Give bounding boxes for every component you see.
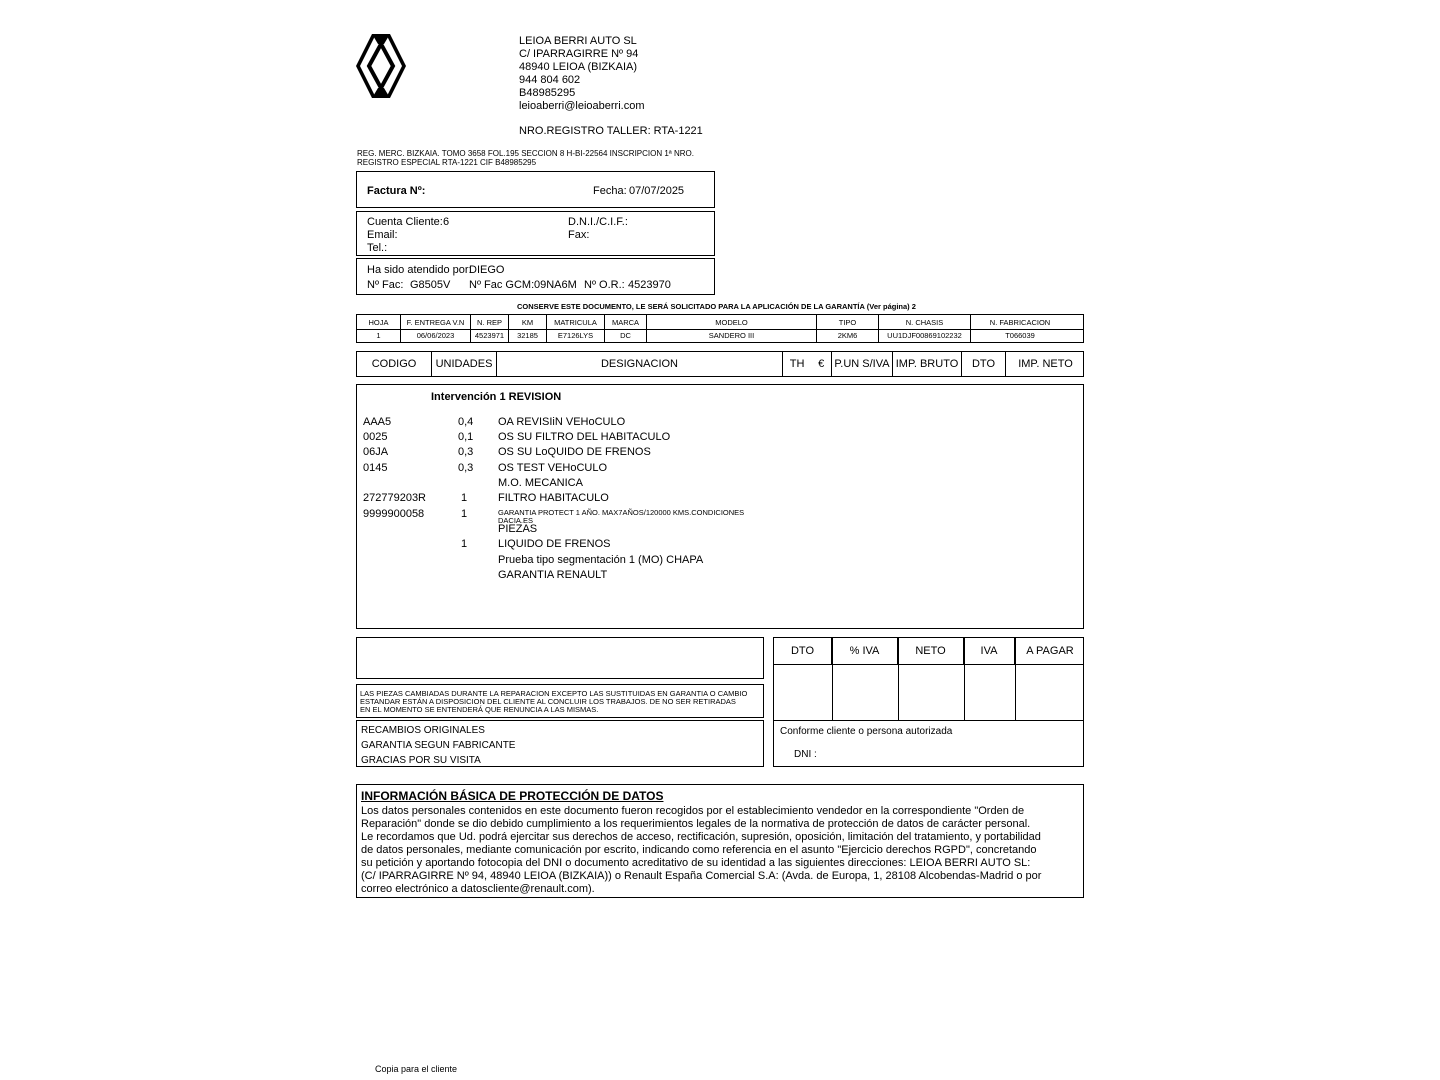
privacy-line: Le recordamos que Ud. podrá ejercitar sus derechos de acceso, rectificación, supresión, oposición, limitación del tratamiento, y portabilidad	[361, 831, 1041, 843]
line-code: 272779203R	[363, 492, 427, 504]
vehicle-value-cell: UU1DJF00869102232	[879, 329, 971, 342]
vehicle-value-cell: SANDERO III	[647, 329, 817, 342]
vehicle-value-cell: 32185	[509, 329, 547, 342]
intervention-title: Intervención 1 REVISION	[431, 391, 562, 403]
line-code: 0025	[363, 431, 388, 443]
vehicle-header-cell: HOJA	[357, 315, 401, 329]
line-units: 0,4	[458, 416, 474, 428]
or-label: Nº O.R.:	[584, 279, 625, 291]
vehicle-header-cell: KM	[509, 315, 547, 329]
footer-note: GRACIAS POR SU VISITA	[361, 755, 481, 766]
company-city: 48940 LEIOA (BIZKAIA)	[519, 61, 638, 73]
vehicle-header-cell: MODELO	[647, 315, 817, 329]
conserve-note: CONSERVE ESTE DOCUMENTO, LE SERÁ SOLICITADO PARA LA APLICACIÓN DE LA GARANTÍA (Ver página) 2	[517, 302, 916, 311]
privacy-line: Los datos personales contenidos en este documento fueron recogidos por el establecimiento vendedor en la correspondiente "Orden de	[361, 805, 1025, 817]
line-desc-small: DACIA.ES	[498, 516, 534, 525]
registry-note-line2: REGISTRO ESPECIAL RTA-1221 CIF B48985295	[357, 158, 537, 167]
line-desc: OS SU LoQUIDO DE FRENOS	[498, 446, 651, 458]
client-email-label: Email:	[367, 229, 398, 241]
header-th	[783, 352, 832, 376]
items-body	[356, 384, 1084, 629]
totals-header-iva: IVA	[964, 638, 1015, 664]
line-code: 06JA	[363, 446, 389, 458]
gcm-label: Nº Fac GCM:	[469, 279, 535, 291]
totals-table	[773, 637, 1084, 721]
privacy-box	[356, 784, 1084, 898]
attended-label: Ha sido atendido por:	[367, 264, 472, 276]
totals-header-a-pagar: A PAGAR	[1026, 644, 1074, 657]
company-street: C/ IPARRAGIRRE Nº 94	[519, 48, 639, 60]
header-euro: €	[818, 357, 825, 370]
vehicle-value-cell: 2KM6	[817, 329, 879, 342]
header-designacion: DESIGNACION	[497, 352, 783, 376]
header-imp-neto: IMP. NETO	[1018, 357, 1073, 370]
line-units: 1	[461, 538, 468, 550]
piezas-note-line2: ESTANDAR ESTÁN A DISPOSICION DEL CLIENTE AL CONCLUIR LOS TRABAJOS. DE NO SER RETIRADAS	[360, 697, 736, 706]
privacy-line: de datos personales, mediante comunicación por escrito, indicando como referencia en el asunto "Ejercicio derechos RGPD", concretando	[361, 844, 1037, 856]
vehicle-value-cell: 1	[357, 329, 401, 342]
invoice-box	[356, 171, 715, 208]
client-account: 6	[443, 216, 450, 228]
vehicle-header-cell: MARCA	[605, 315, 647, 329]
fac-value: G8505V	[410, 279, 451, 291]
privacy-line: correo electrónico a datoscliente@renault.com).	[361, 883, 595, 895]
vehicle-value-cell: 06/06/2023	[401, 329, 471, 342]
vehicle-header-cell: N. FABRICACION	[989, 317, 1051, 327]
footer-notes-box	[356, 720, 764, 767]
header-unidades: UNIDADES	[432, 352, 497, 376]
vehicle-value-cell: T066039	[1005, 331, 1035, 340]
vehicle-header-cell: F. ENTREGA V.N	[401, 315, 471, 329]
invoice-date-label: Fecha:	[593, 185, 627, 197]
vehicle-value-cell: 4523971	[471, 329, 509, 342]
line-units: 1	[461, 508, 468, 520]
client-box	[356, 211, 715, 256]
line-code: AAA5	[363, 416, 392, 428]
piezas-note-line3: EN EL MOMENTO SE ENTENDERÁ QUE RENUNCIA A LAS MISMAS.	[360, 705, 599, 714]
line-desc: OS SU FILTRO DEL HABITACULO	[498, 431, 671, 443]
copy-label: Copia para el cliente	[375, 1064, 458, 1074]
footer-note: RECAMBIOS ORIGINALES	[361, 725, 485, 736]
invoice-label: Factura Nº:	[367, 185, 426, 197]
header-pun: P.UN S/IVA	[832, 352, 893, 376]
line-desc: PIEZAS	[498, 523, 538, 535]
registry-note-line1: REG. MERC. BIZKAIA. TOMO 3658 FOL.195 SECCION 8 H-BI-22564 INSCRIPCION 1ª NRO.	[357, 149, 694, 158]
footer-note: GARANTIA SEGUN FABRICANTE	[361, 740, 516, 751]
company-registry: NRO.REGISTRO TALLER: RTA-1221	[519, 125, 703, 137]
line-desc: FILTRO HABITACULO	[498, 492, 609, 504]
attended-name: DIEGO	[469, 264, 505, 276]
line-units: 0,3	[458, 462, 474, 474]
vehicle-table	[356, 314, 1084, 343]
piezas-note-box	[356, 684, 764, 718]
line-desc-small: GARANTIA PROTECT 1 AÑO. MAX7AÑOS/120000 KMS.CONDICIONES	[498, 508, 745, 517]
line-units: 0,1	[458, 431, 474, 443]
conforme-box	[773, 720, 1084, 767]
vehicle-header-cell: N. CHASIS	[879, 315, 971, 329]
piezas-note-line1: LAS PIEZAS CAMBIADAS DURANTE LA REPARACION EXCEPTO LAS SUSTITUIDAS EN GARANTIA O CAMBIO	[360, 689, 748, 698]
invoice-date: 07/07/2025	[629, 185, 685, 197]
line-code: 9999900058	[363, 508, 425, 520]
conforme-dni-label: DNI :	[794, 749, 817, 760]
fac-label: Nº Fac:	[367, 279, 404, 291]
header-imp-bruto: IMP. BRUTO	[893, 352, 962, 376]
client-fax-label: Fax:	[568, 229, 590, 241]
items-header	[356, 351, 1084, 377]
vehicle-value-cell: DC	[605, 329, 647, 342]
header-dto: DTO	[962, 352, 1006, 376]
company-email: leioaberri@leioaberri.com	[519, 100, 645, 112]
privacy-line: (C/ IPARRAGIRRE Nº 94, 48940 LEIOA (BIZKAIA)) o Renault España Comercial S.A: (Avda. de Europa, 1, 28108 Alcobendas-Madrid o por	[361, 870, 1042, 882]
company-phone: 944 804 602	[519, 74, 581, 86]
vehicle-header-cell: TIPO	[817, 315, 879, 329]
line-desc: LIQUIDO DE FRENOS	[498, 538, 611, 550]
totals-header-iva-pct: % IVA	[832, 638, 898, 664]
privacy-title: INFORMACIÓN BÁSICA DE PROTECCIÓN DE DATOS	[361, 789, 664, 803]
line-desc: OS TEST VEHoCULO	[498, 462, 608, 474]
totals-header-dto: DTO	[774, 638, 832, 664]
vehicle-value-cell: E7126LYS	[547, 329, 605, 342]
client-dni-label: D.N.I./C.I.F.:	[568, 216, 628, 228]
line-desc: M.O. MECANICA	[498, 477, 583, 489]
privacy-line: su petición y aportando fotocopia del DNI o documento acreditativo de su identidad a las siguientes direcciones: LEIOA BERRI AUTO SL:	[361, 857, 1031, 869]
line-units: 0,3	[458, 446, 474, 458]
attended-box	[356, 258, 715, 295]
privacy-line: Reparación" donde se dio debido cumplimiento a los requerimientos legales de la normativa de protección de datos de carácter personal.	[361, 818, 1031, 830]
client-account-label: Cuenta Cliente:	[367, 216, 443, 228]
conforme-label: Conforme cliente o persona autorizada	[780, 726, 953, 737]
line-desc: OA REVISIiN VEHoCULO	[498, 416, 626, 428]
line-desc: GARANTIA RENAULT	[498, 569, 608, 581]
gcm-value: 09NA6M	[534, 279, 577, 291]
renault-logo	[354, 32, 408, 100]
line-units: 1	[461, 492, 468, 504]
vehicle-header-cell: MATRICULA	[547, 315, 605, 329]
line-desc: Prueba tipo segmentación 1 (MO) CHAPA	[498, 554, 704, 566]
observations-box	[356, 637, 764, 679]
header-codigo: CODIGO	[357, 352, 432, 376]
client-tel-label: Tel.:	[367, 242, 388, 254]
company-cif: B48985295	[519, 87, 576, 99]
company-name: LEIOA BERRI AUTO SL	[519, 35, 637, 47]
vehicle-header-cell: N. REP	[471, 315, 509, 329]
header-th-label: TH	[789, 357, 805, 370]
or-value: 4523970	[628, 279, 671, 291]
line-code: 0145	[363, 462, 388, 474]
totals-header-neto: NETO	[898, 638, 964, 664]
